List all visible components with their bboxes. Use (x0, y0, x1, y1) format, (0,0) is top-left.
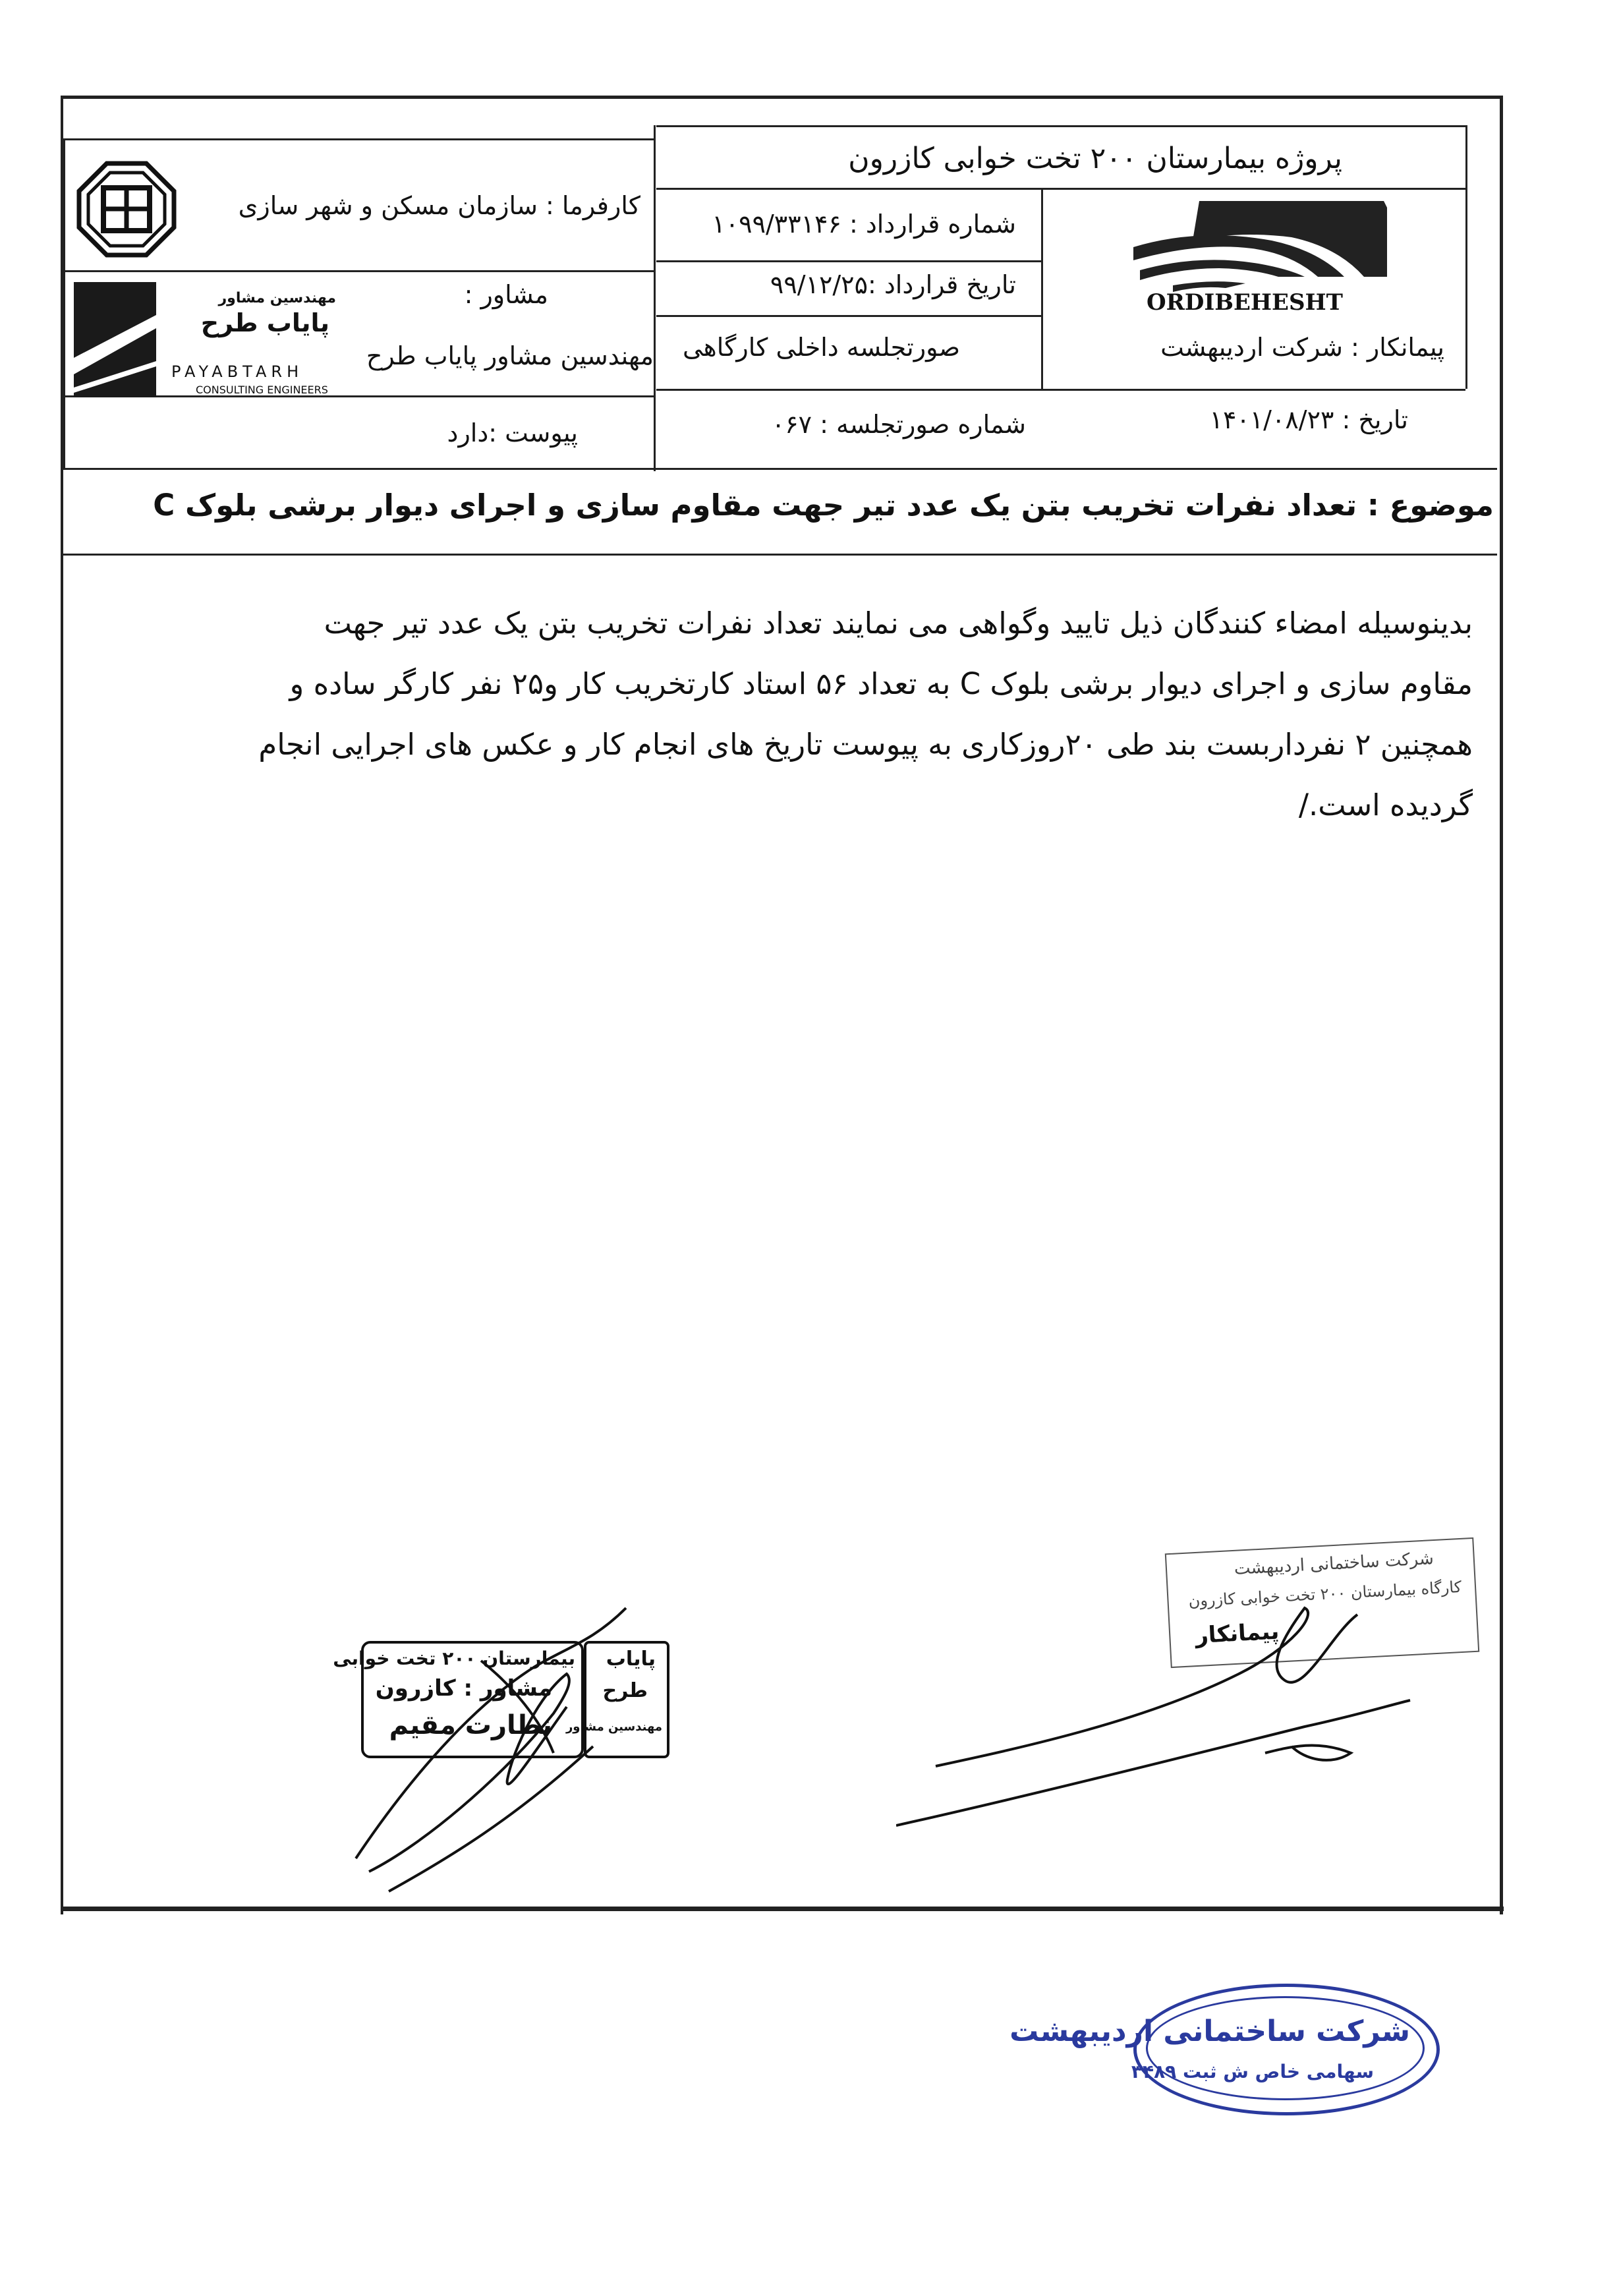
document-type: صورتجلسه داخلی کارگاهی (683, 333, 960, 362)
contractor-stamp-line3: پیمانکار (1195, 1618, 1280, 1650)
supervision-stamp-right-line1: پایاب (606, 1648, 656, 1671)
consultant-signature (316, 1582, 738, 1898)
supervision-stamp-line2: مشاور : کازرون (375, 1675, 552, 1702)
consultant-name: مهندسین مشاور پایاب طرح (366, 341, 654, 370)
contractor-signature (896, 1588, 1423, 1839)
document-date: تاریخ : ۱۴۰۱/۰۸/۲۳ (1209, 405, 1408, 434)
supervision-stamp-line1: بیمارستان ۲۰۰ تخت خوابی (333, 1648, 575, 1669)
payabtarh-en-sub: CONSULTING ENGINEERS (196, 384, 328, 396)
contractor-stamp-line1: شرکت ساختمانی اردیبهشت (1234, 1549, 1434, 1579)
company-stamp-line2: سهامی خاص ش ثبت ۳۴۸۹ (1131, 2061, 1374, 2082)
body-line-1: بدینوسیله امضاء کنندگان ذیل تایید وگواهی می نمایند تعداد نفرات تخریب بتن یک عدد تیر جهت (324, 606, 1473, 641)
client-label: کارفرما : سازمان مسکن و شهر سازی (238, 191, 640, 220)
contract-number: شماره قرارداد : ۱۰۹۹/۳۳۱۴۶ (712, 210, 1016, 239)
payabtarh-logo (168, 290, 359, 402)
subject-divider (61, 554, 1497, 556)
contract-column-divider (1041, 188, 1043, 389)
contractor-stamp-line2: کارگاه بیمارستان ۲۰۰ تخت خوابی کازرون (1187, 1577, 1462, 1611)
body-line-4: گردیده است./ (1298, 788, 1473, 822)
contract-row-divider-2 (656, 315, 1041, 317)
body-line-2: مقاوم سازی و اجرای دیوار برشی بلوک C به تعداد ۵۶ استاد کارتخریب کار و۲۵ نفر کارگر ساده و (289, 666, 1473, 701)
attachment-label: پیوست :دارد (447, 418, 578, 447)
company-oval-stamp (1009, 1984, 1440, 2115)
payabtarh-en-name: PAYABTARH (171, 362, 304, 381)
ordibehesht-logo (1120, 201, 1397, 313)
contractor-label: پیمانکار : شرکت اردیبهشت (1160, 333, 1444, 362)
left-block-top (63, 138, 654, 140)
project-title: پروژه بیمارستان ۲۰۰ تخت خوابی کازرون (848, 142, 1342, 175)
consultant-label: مشاور : (464, 280, 548, 309)
left-block-edge (63, 138, 65, 468)
payabtarh-emblem (74, 282, 156, 397)
body-line-3: همچنین ۲ نفرداربست بند طی ۲۰روزکاری به پیوست تاریخ های انجام کار و عکس های اجرایی انجام (258, 727, 1473, 762)
header-divider (63, 468, 1497, 470)
supervision-stamp-line3: نظارت مقیم (389, 1710, 552, 1740)
document-frame-bottom-rule (61, 1907, 1504, 1911)
title-divider (656, 188, 1465, 190)
left-block-divider-1 (63, 270, 654, 272)
subject-line: موضوع : تعداد نفرات تخریب بتن یک عدد تیر جهت مقاوم سازی و اجرای دیوار برشی بلوک C (153, 488, 1494, 523)
header-right-edge (1465, 125, 1467, 389)
ordibehesht-logo-text: ORDIBEHESHT (1147, 289, 1343, 313)
header-top-line (656, 125, 1465, 127)
payabtarh-fa-name: پایاب طرح (200, 308, 329, 337)
header-vertical-divider (654, 125, 656, 471)
payabtarh-fa-small: مهندسین مشاور (218, 290, 336, 306)
housing-organization-logo (74, 158, 179, 260)
minutes-number: شماره صورتجلسه : ۰۶۷ (771, 410, 1026, 439)
contract-row-divider-3 (656, 389, 1465, 391)
contract-date: تاریخ قرارداد :۹۹/۱۲/۲۵ (770, 270, 1016, 299)
body-paragraph (105, 593, 1473, 836)
supervision-stamp-right-line2: طرح (602, 1679, 648, 1702)
company-stamp-line1: شرکت ساختمانی اردیبهشت (1009, 2015, 1410, 2048)
supervision-stamp-right-line3: مهندسین مشاور (565, 1720, 662, 1734)
contract-row-divider-1 (656, 260, 1041, 262)
